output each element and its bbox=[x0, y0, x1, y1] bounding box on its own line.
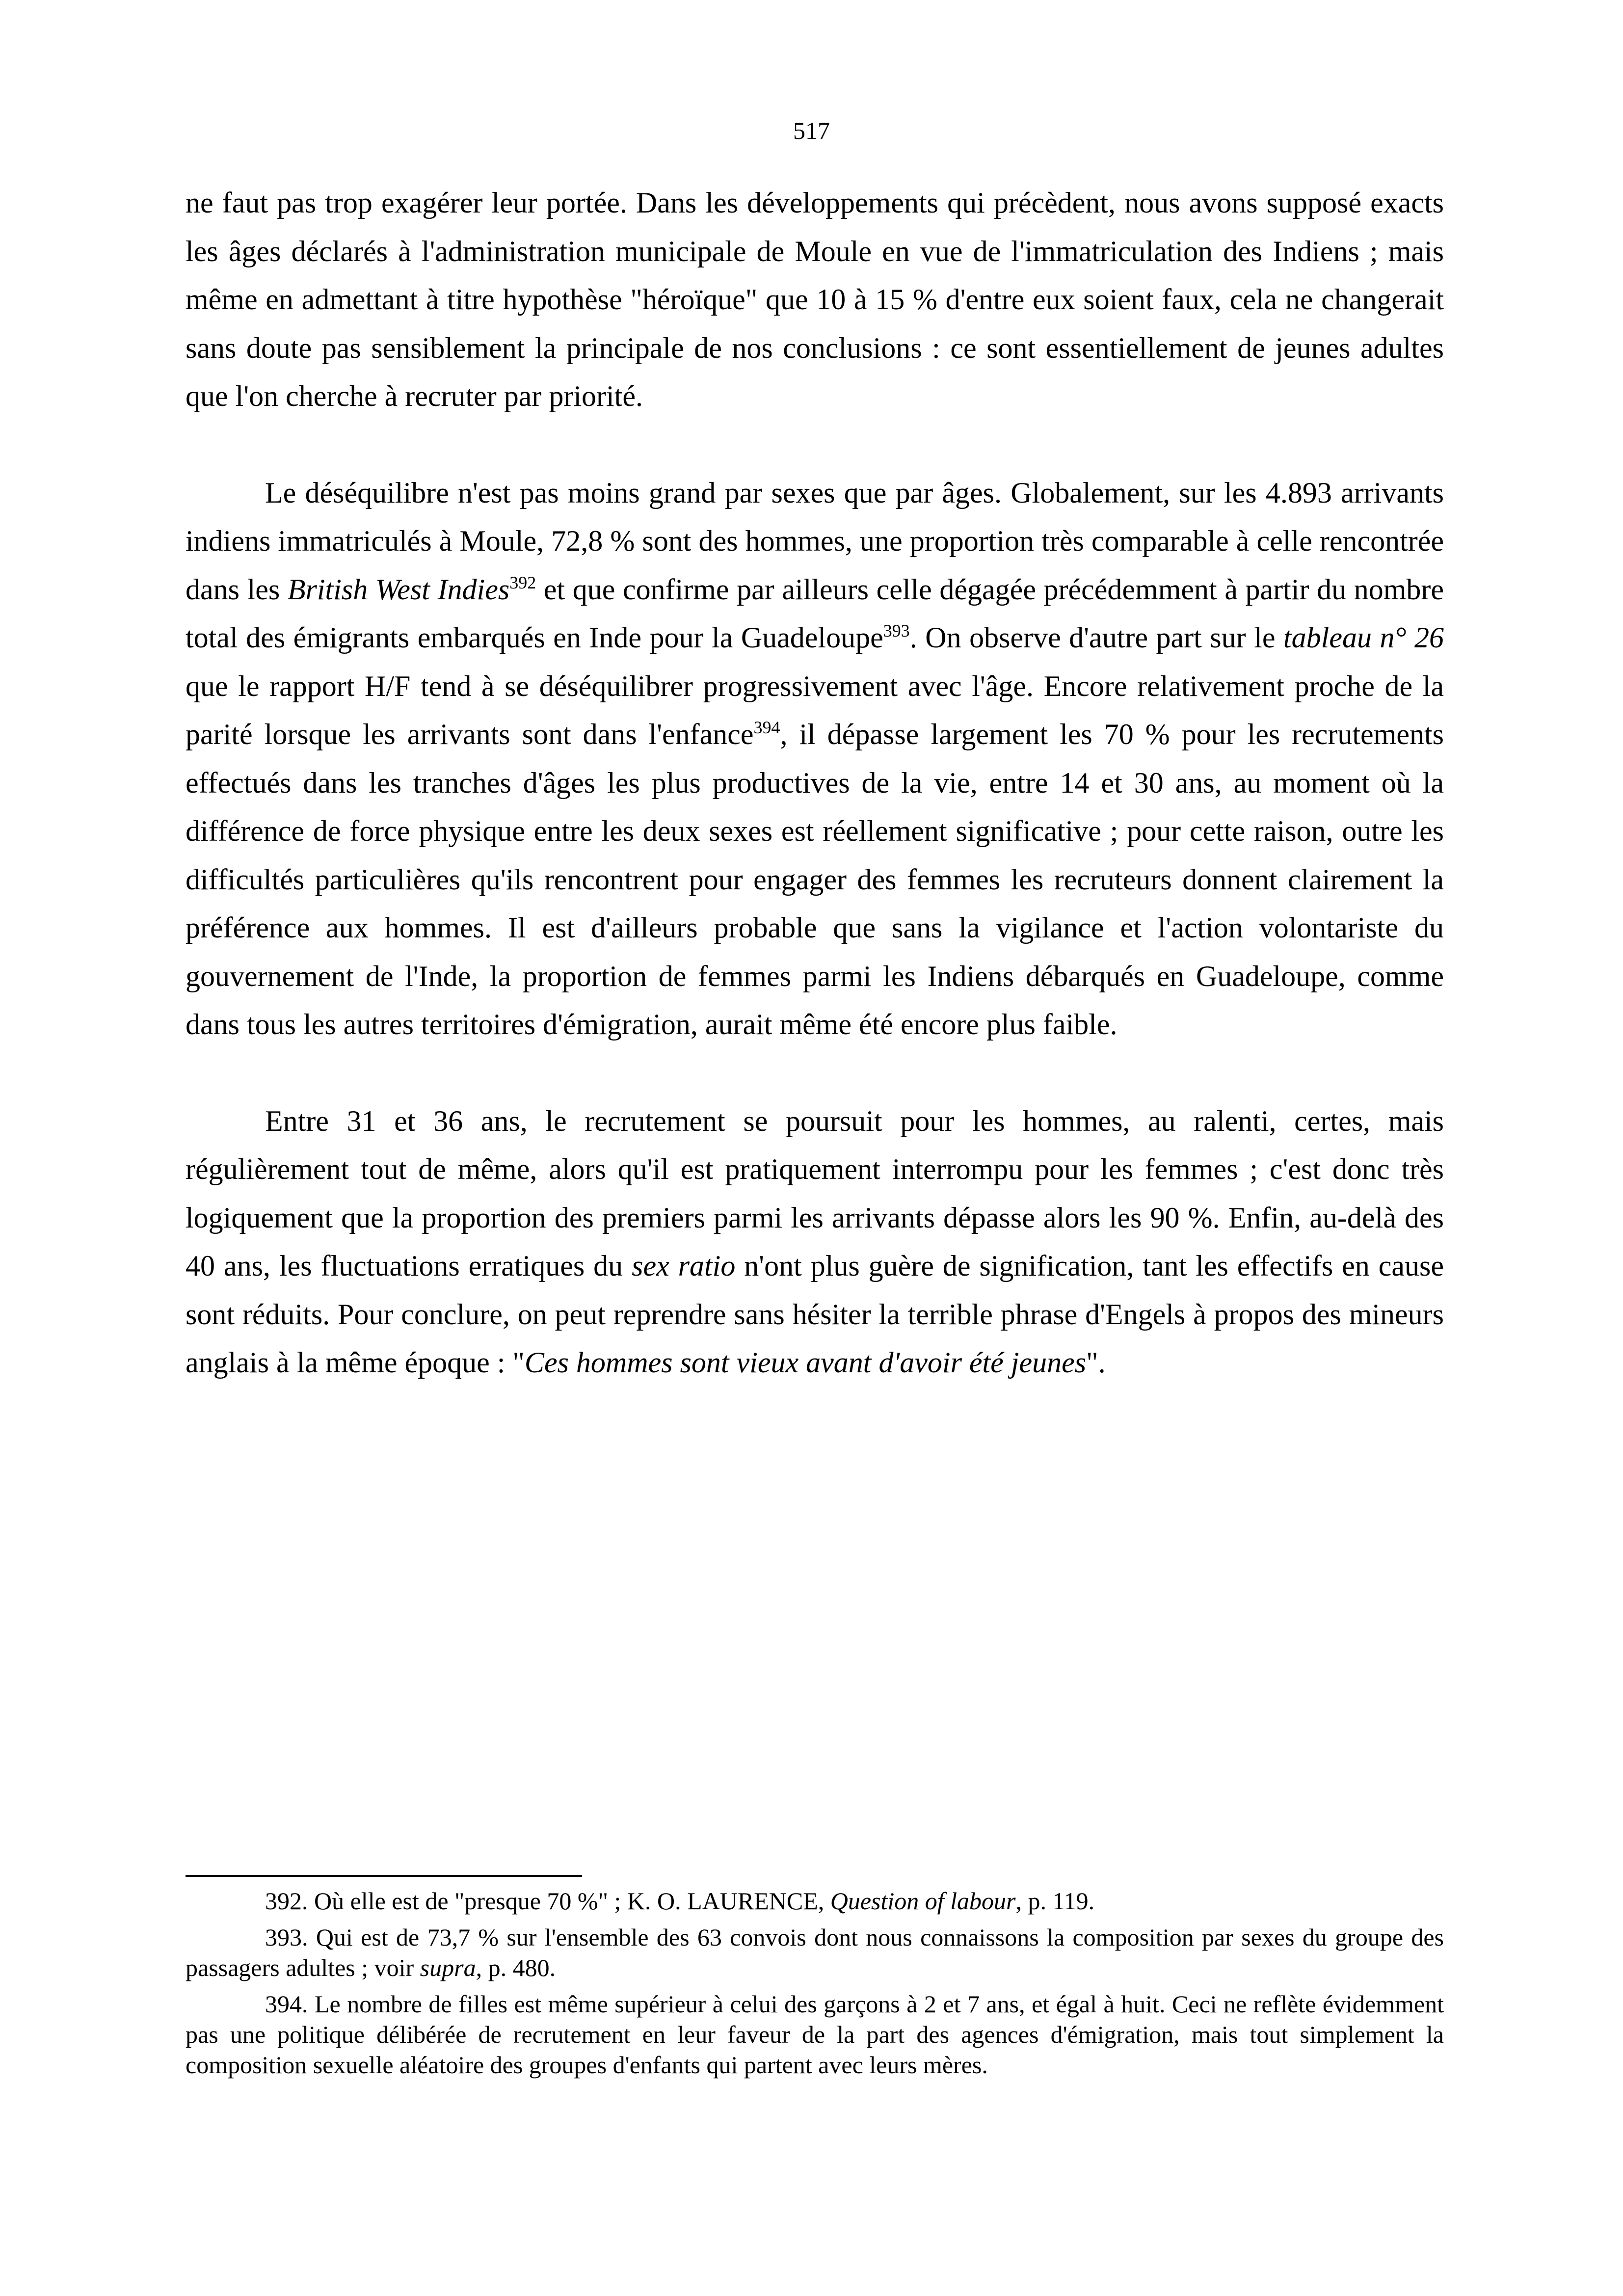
italic-text: tableau n° 26 bbox=[1283, 621, 1444, 654]
body-text bbox=[186, 179, 1444, 1387]
italic-text: British West Indies bbox=[287, 573, 510, 606]
text-run: , p. 119. bbox=[1015, 1887, 1095, 1915]
footnote-ref: 393 bbox=[883, 621, 910, 641]
text-run: 394. Le nombre de filles est même supérieur à celui des garçons à 2 et 7 ans, et égal à huit. Ceci ne reflète évidemment pas une politique délibérée de recrutement en leur faveur de la part des agences d'émigration, mais tout simplement la composition sexuelle aléatoire des groupes d'enfants qui partent avec leurs mères. bbox=[186, 1990, 1444, 2079]
text-run: et que confirme par ailleurs celle dégagée précédemment à partir du nombre total des émigrants embarqués en Inde pour la Guadeloupe bbox=[186, 573, 1444, 654]
text-run: ne faut pas trop exagérer leur portée. Dans les développements qui précèdent, nous avons supposé exacts les âges déclarés à l'administration municipale de Moule en vue de l'immatriculation des Indiens ; mais même en admettant à titre hypothèse "héroïque" que 10 à 15 % d'entre eux soient faux, cela ne changerait sans doute pas sensiblement la principale de nos conclusions : ce sont essentiellement de jeunes adultes que l'on cherche à recruter par priorité. bbox=[186, 187, 1444, 412]
text-run: , p. 480. bbox=[476, 1954, 556, 1981]
page-number: 517 bbox=[793, 117, 830, 144]
text-run: . On observe d'autre part sur le bbox=[909, 621, 1283, 654]
text-run: Entre 31 et 36 ans, le recrutement se poursuit pour les hommes, au ralenti, certes, mais régulièrement tout de même, alors qu'il est pratiquement interrompu pour les femmes ; c'est donc très logiquement que la proportion des premiers parmi les arrivants dépasse alors les 90 %. Enfin, au-delà des 40 ans, les fluctuations erratiques du bbox=[186, 1104, 1444, 1282]
text-run: 393. Qui est de 73,7 % sur l'ensemble des 63 convois dont nous connaissons la composition par sexes du groupe des passagers adultes ; voir bbox=[186, 1923, 1444, 1981]
text-run: n'ont plus guère de signification, tant les effectifs en cause sont réduits. Pour conclure, on peut reprendre sans hésiter la terrible phrase d'Engels à propos des mineurs anglais à la même époque : " bbox=[186, 1250, 1444, 1379]
footnote-ref: 392 bbox=[509, 572, 536, 592]
text-run: Le déséquilibre n'est pas moins grand par sexes que par âges. Globalement, sur les 4.893 arrivants indiens immatriculés à Moule, 72,8 % sont des hommes, une proportion très comparable à celle rencontrée dans les bbox=[186, 476, 1444, 606]
italic-text: supra bbox=[420, 1954, 476, 1981]
paragraph bbox=[186, 1097, 1444, 1387]
footnotes bbox=[186, 1886, 1444, 2086]
text-run: , il dépasse largement les 70 % pour les recrutements effectués dans les tranches d'âges les plus productives de la vie, entre 14 et 30 ans, au moment où la différence de force physique entre les deux sexes est réellement significative ; pour cette raison, outre les difficultés particulières qu'ils rencontrent pour engager des femmes les recruteurs donnent clairement la préférence aux hommes. Il est d'ailleurs probable que sans la vigilance et l'action volontariste du gouvernement de l'Inde, la proportion de femmes parmi les Indiens débarqués en Guadeloupe, comme dans tous les autres territoires d'émigration, aurait même été encore plus faible. bbox=[186, 718, 1444, 1041]
paragraph bbox=[186, 469, 1444, 1049]
italic-text: sex ratio bbox=[632, 1250, 736, 1282]
footnote-ref: 394 bbox=[753, 718, 780, 737]
footnote bbox=[186, 1922, 1444, 1983]
footnote-separator bbox=[186, 1875, 582, 1877]
paragraph bbox=[186, 179, 1444, 421]
italic-text: Question of labour bbox=[830, 1887, 1016, 1915]
text-run: que le rapport H/F tend à se déséquilibrer progressivement avec l'âge. Encore relativement proche de la parité lorsque les arrivants sont dans l'enfance bbox=[186, 669, 1444, 750]
italic-text: Ces hommes sont vieux avant d'avoir été jeunes bbox=[524, 1346, 1087, 1379]
text-run: 392. Où elle est de "presque 70 %" ; K. O. LAURENCE, bbox=[265, 1887, 830, 1915]
footnote bbox=[186, 1886, 1444, 1916]
text-run: ". bbox=[1086, 1346, 1106, 1379]
footnote bbox=[186, 1989, 1444, 2080]
